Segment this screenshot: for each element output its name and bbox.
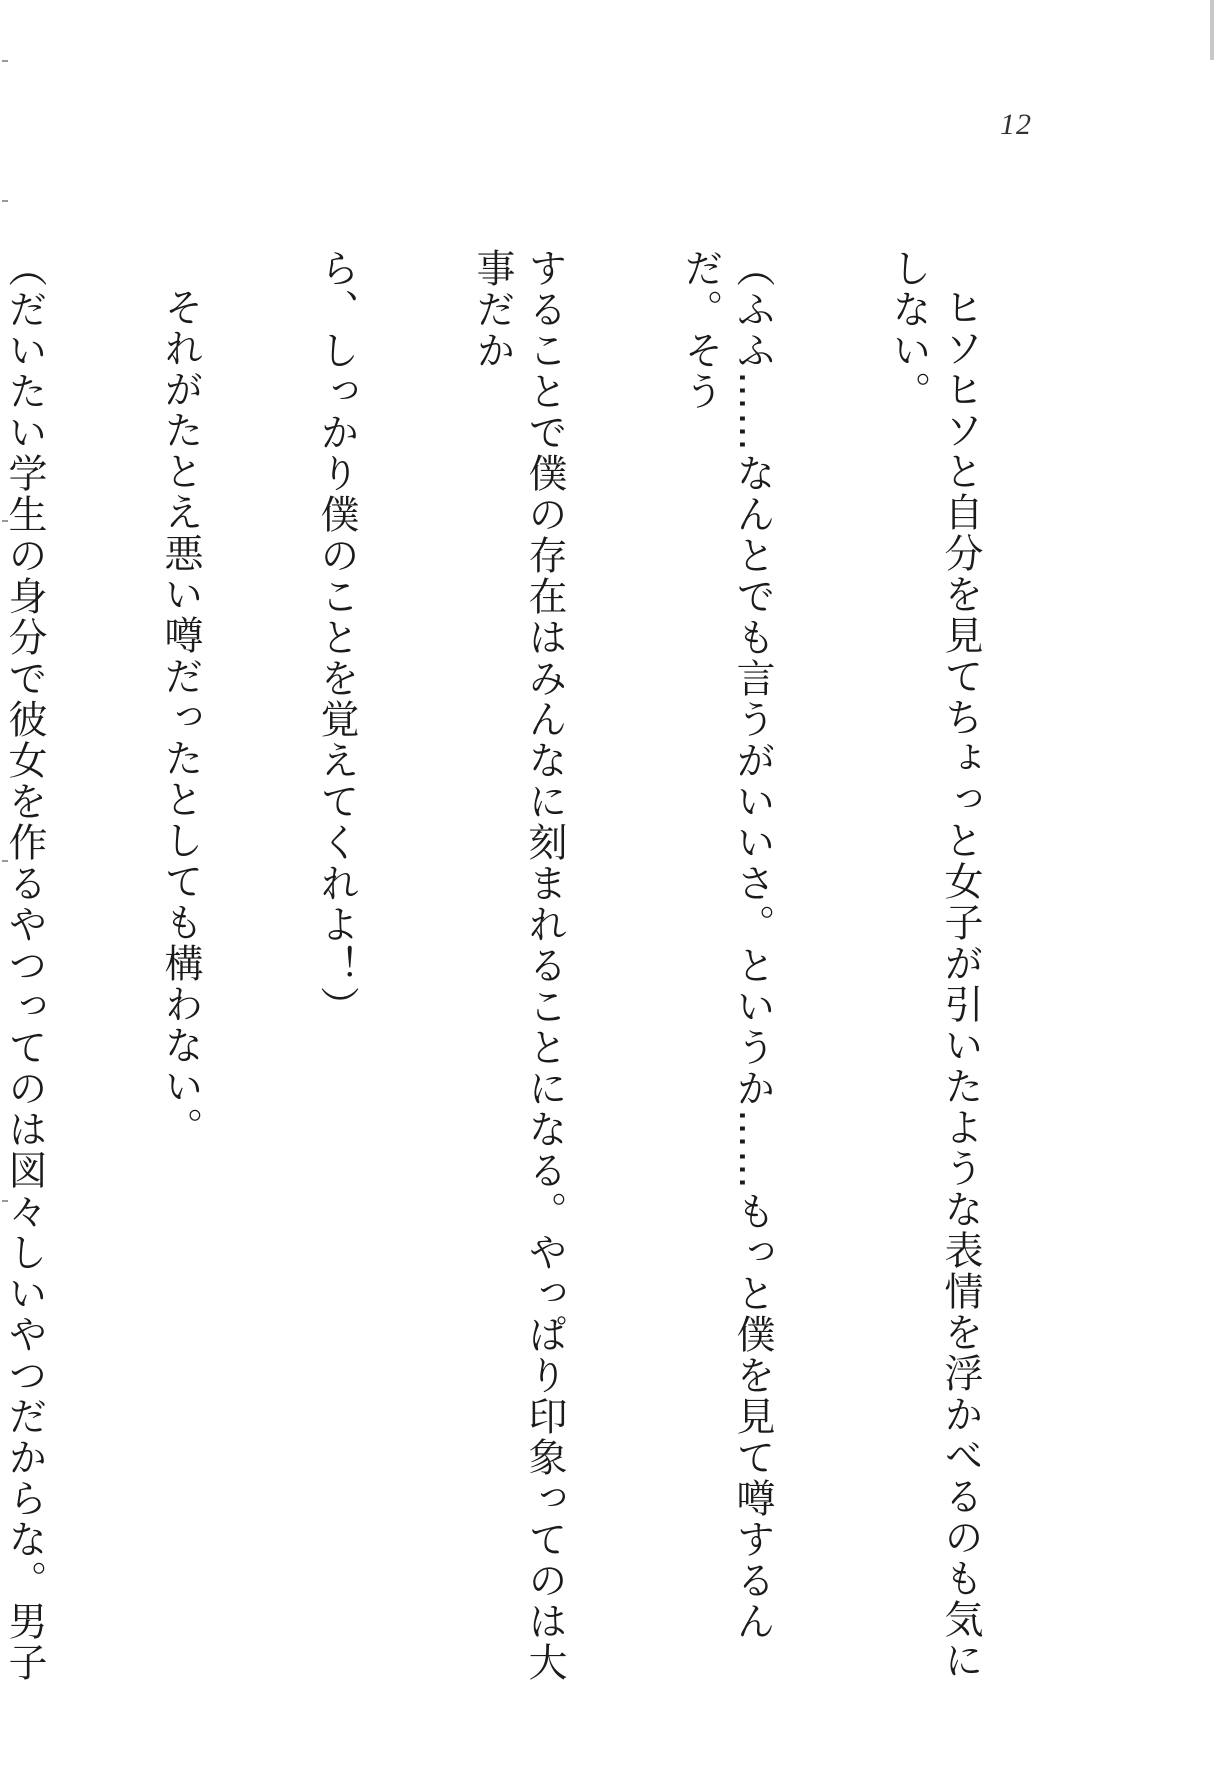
edge-tick xyxy=(2,200,8,202)
edge-tick xyxy=(2,60,8,62)
text-line: それがたとえ悪い噂だったとしても構わない。 xyxy=(158,287,203,1148)
text-line: ヒソヒソと自分を見てちょっと女子が引いたような表情を浮かべるのも気にしない。 xyxy=(886,248,983,1681)
page-number: 12 xyxy=(1000,108,1032,141)
text-line: することで僕の存在はみんなに刻まれることになる。やっぱり印象ってのは大事だか xyxy=(470,248,567,1683)
text-line: （だいたい学生の身分で彼女を作るやつってのは図々しいやつだからな。男子 xyxy=(2,248,47,1683)
text-line: ら、しっかり僕のことを覚えてくれよ！） xyxy=(314,248,359,1027)
page-edge xyxy=(1210,0,1214,60)
text-line: （ふふ……なんとでも言うがいいさ。というか……もっと僕を見て噂するんだ。そう xyxy=(678,248,775,1642)
vertical-body-text xyxy=(2,248,1090,1688)
